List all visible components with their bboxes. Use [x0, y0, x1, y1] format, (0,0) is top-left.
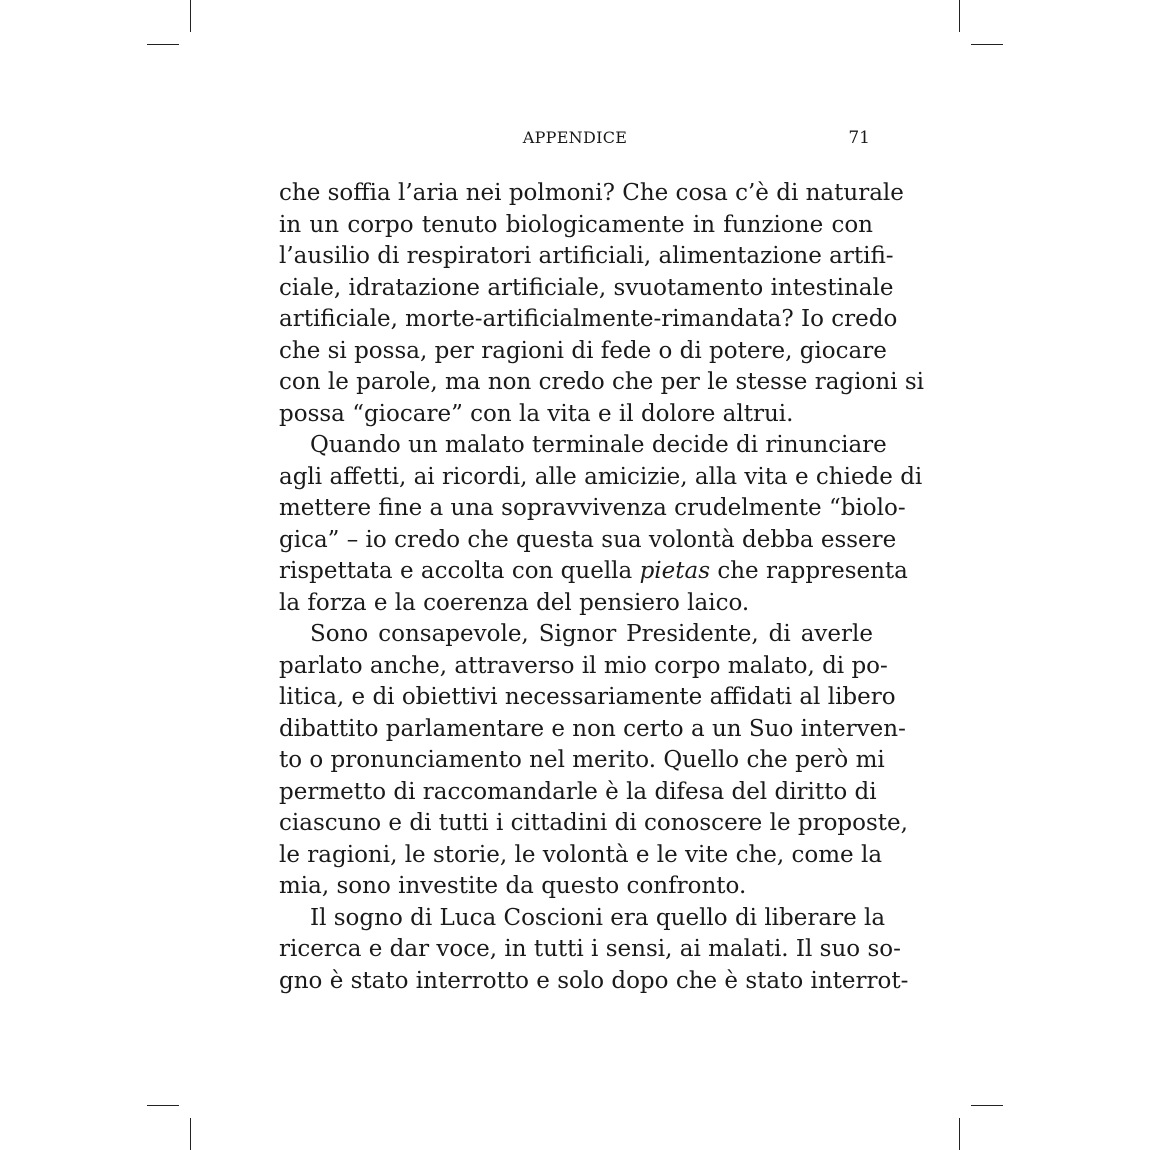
text-segment: rispettata e accolta con quella: [279, 558, 640, 584]
text-line: ciascuno e di tutti i cittadini di conoscere le proposte,: [279, 810, 908, 836]
text-line: mia, sono investite da questo confronto.: [279, 873, 747, 899]
running-head: [278, 128, 872, 152]
text-line: gica” – io credo che questa sua volontà debba essere: [279, 526, 897, 553]
text-line: con le parole, ma non credo che per le stesse ragioni si: [279, 369, 924, 395]
crop-mark-top-left-horizontal: [147, 44, 179, 45]
text-line: artificiale, morte-artificialmente-rimandata? Io credo: [279, 306, 898, 332]
text-line: gno è stato interrotto e solo dopo che è stato interrot-: [279, 967, 909, 994]
text-line: ciale, idratazione artificiale, svuotamento intestinale: [279, 274, 894, 301]
text-line: to o pronunciamento nel merito. Quello che però mi: [279, 747, 885, 773]
text-line: la forza e la coerenza del pensiero laico.: [279, 589, 750, 616]
running-title: APPENDICE: [522, 128, 628, 147]
text-line: possa “giocare” con la vita e il dolore altrui.: [279, 400, 794, 427]
paragraph: [279, 178, 924, 430]
text-line: litica, e di obiettivi necessariamente affidati al libero: [279, 684, 896, 710]
crop-mark-bottom-right-vertical: [959, 1118, 960, 1150]
text-line: Sono consapevole, Signor Presidente, di averle: [310, 621, 873, 647]
text-line: in un corpo tenuto biologicamente in funzione con: [279, 211, 873, 238]
text-line: ricerca e dar voce, in tutti i sensi, ai malati. Il suo so-: [279, 936, 901, 962]
text-line: le ragioni, le storie, le volontà e le vite che, come la: [279, 841, 883, 868]
page-number: 71: [848, 128, 870, 148]
body-text: [279, 178, 924, 997]
text-line: Il sogno di Luca Coscioni era quello di liberare la: [310, 904, 886, 931]
text-line: [279, 556, 908, 588]
italic-word: pietas: [639, 558, 711, 584]
crop-mark-bottom-left-vertical: [190, 1118, 191, 1150]
text-line: parlato anche, attraverso il mio corpo malato, di po-: [279, 652, 888, 679]
crop-mark-top-right-vertical: [959, 0, 960, 32]
crop-mark-top-left-vertical: [190, 0, 191, 32]
text-line: agli affetti, ai ricordi, alle amicizie, alla vita e chiede di: [279, 463, 923, 490]
paragraph: [279, 619, 908, 903]
text-line: dibattito parlamentare e non certo a un Suo interven-: [279, 715, 906, 742]
text-segment: che rappresenta: [710, 558, 908, 584]
text-line: che si possa, per ragioni di fede o di potere, giocare: [279, 337, 887, 364]
text-line: permetto di raccomandarle è la difesa del diritto di: [279, 778, 877, 805]
text-line: Quando un malato terminale decide di rinunciare: [310, 432, 887, 458]
crop-mark-top-right-horizontal: [971, 44, 1003, 45]
paragraph: [279, 430, 923, 619]
text-line: l’ausilio di respiratori artificiali, alimentazione artifi-: [279, 243, 894, 269]
text-line: che soffia l’aria nei polmoni? Che cosa c’è di naturale: [279, 180, 904, 206]
paragraph: [279, 903, 909, 998]
text-line: mettere fine a una sopravvivenza crudelmente “biolo-: [279, 495, 906, 521]
crop-mark-bottom-left-horizontal: [147, 1105, 179, 1106]
crop-mark-bottom-right-horizontal: [971, 1105, 1003, 1106]
